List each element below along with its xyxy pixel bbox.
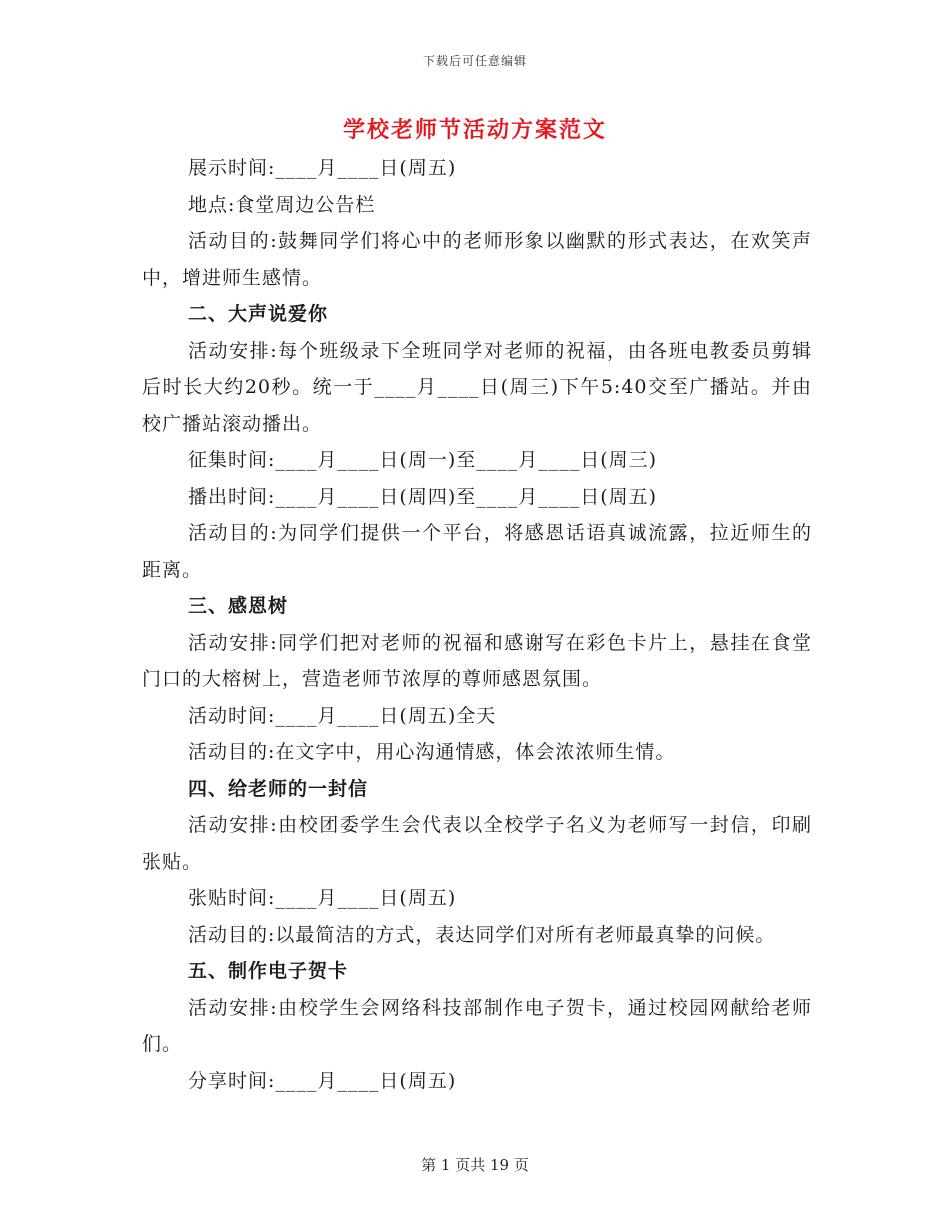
section-heading-5: 五、制作电子贺卡: [188, 960, 349, 982]
paragraph-purpose-1: 活动目的:鼓舞同学们将心中的老师形象以幽默的形式表达，在欢笑声中，增进师生感情。: [142, 230, 812, 289]
section-heading-3: 三、感恩树: [188, 595, 289, 617]
paragraph-purpose-4: 活动目的:以最简洁的方式，表达同学们对所有老师最真挚的问候。: [188, 923, 776, 946]
paragraph-arrangement-5: 活动安排:由校学生会网络科技部制作电子贺卡，通过校园网献给老师们。: [142, 996, 812, 1055]
paragraph-share-time: 分享时间:____月____日(周五): [188, 1069, 457, 1092]
paragraph-activity-time: 活动时间:____月____日(周五)全天: [188, 704, 497, 727]
section-heading-4: 四、给老师的一封信: [188, 777, 369, 800]
section-heading-2: 二、大声说爱你: [188, 303, 329, 325]
paragraph-arrangement-3: 活动安排:同学们把对老师的祝福和感谢写在彩色卡片上，悬挂在食堂门口的大榕树上，营造老师节浓厚的尊师感恩氛围。: [142, 631, 812, 690]
paragraph-collect-time: 征集时间:____月____日(周一)至____月____日(周三): [188, 449, 658, 471]
paragraph-posting-time: 张贴时间:____月____日(周五): [188, 887, 457, 909]
paragraph-location: 地点:食堂周边公告栏: [188, 193, 376, 216]
page-header-note: 下载后可任意编辑: [422, 54, 527, 68]
paragraph-purpose-3: 活动目的:在文字中，用心沟通情感，体会浓浓师生情。: [188, 741, 676, 763]
paragraph-purpose-2: 活动目的:为同学们提供一个平台，将感恩话语真诚流露，拉近师生的距离。: [142, 522, 812, 581]
paragraph-arrangement-4: 活动安排:由校团委学生会代表以全校学子名义为老师写一封信，印刷张贴。: [142, 814, 812, 873]
paragraph-broadcast-time: 播出时间:____月____日(周四)至____月____日(周五): [188, 485, 658, 508]
document-title: 学校老师节活动方案范文: [342, 117, 607, 143]
page-number: 第 1 页共 19 页: [421, 1156, 529, 1174]
document-body: [142, 150, 812, 1099]
paragraph-display-time: 展示时间:____月____日(周五): [188, 157, 457, 179]
paragraph-arrangement-2: 活动安排:每个班级录下全班同学对老师的祝福，由各班电教委员剪辑后时长大约20秒。统一于____月____日(周三)下午5:40交至广播站。并由校广播站滚动播出。: [142, 339, 812, 435]
